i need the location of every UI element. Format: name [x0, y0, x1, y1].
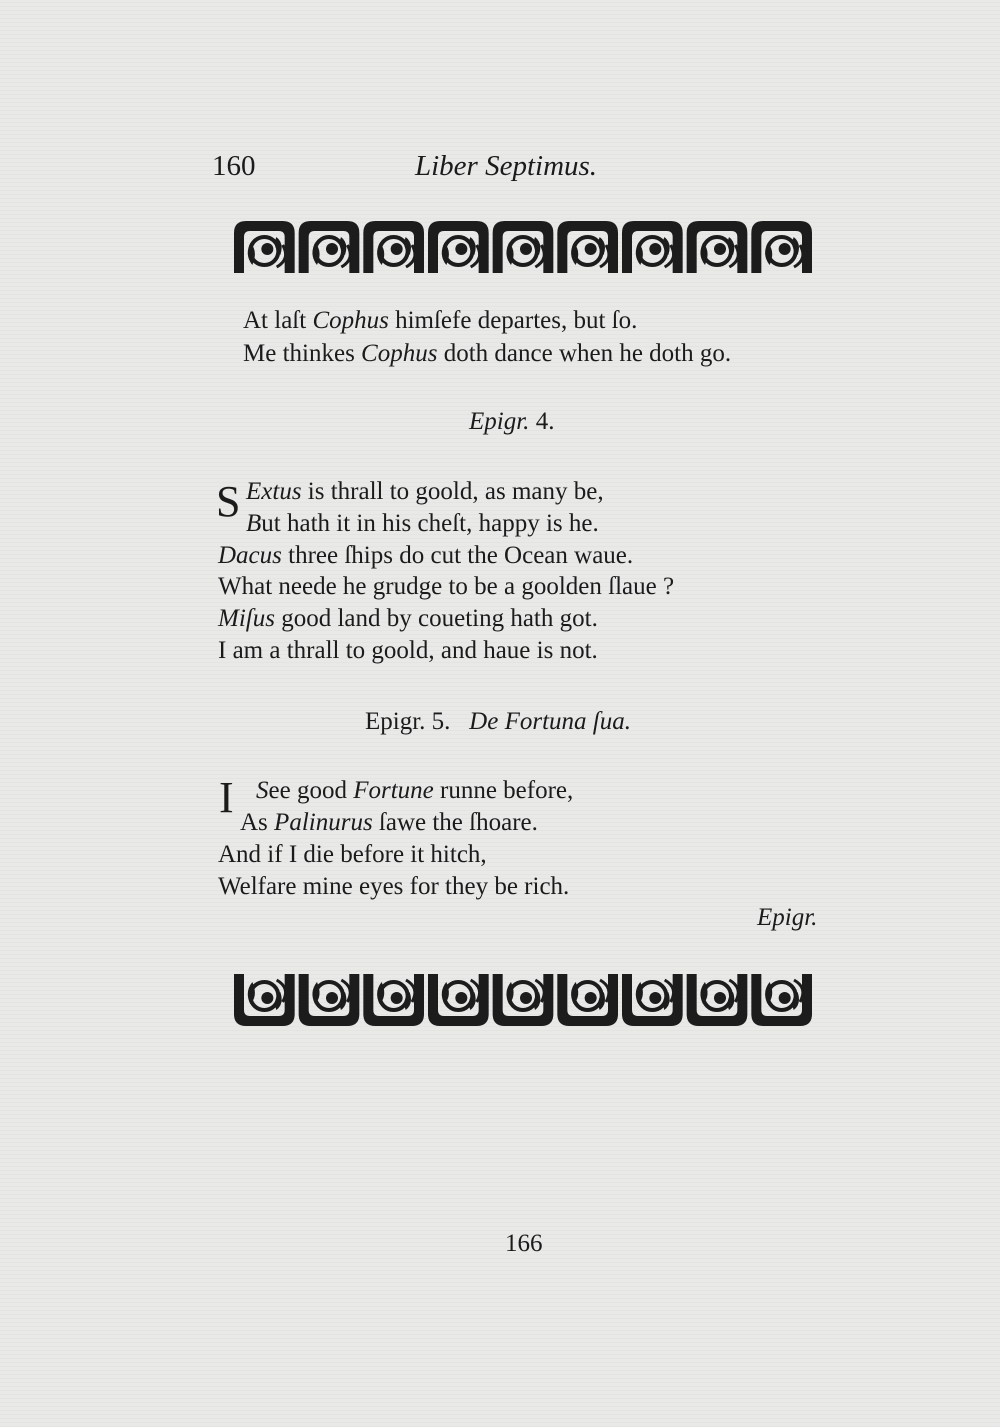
bottom-ornament-band: [232, 972, 814, 1032]
ornament-tile: [557, 221, 618, 273]
ornament-tile: [751, 974, 812, 1026]
epigram-4-line-6: I am a thrall to goold, and haue is not.: [218, 637, 598, 664]
epigram-5-line-2: As Palinurus ſawe the ſhoare.: [240, 809, 538, 836]
epigram-5-line-1: See good Fortune runne before,: [256, 777, 574, 804]
epigram-4-line-4: What neede he grudge to be a goolden ſlaue ?: [218, 573, 675, 600]
ornament-tile: [428, 221, 489, 273]
epigram-5-line-3: And if I die before it hitch,: [218, 841, 487, 868]
ornament-tile: [363, 974, 424, 1026]
epigram-4-line-1: Extus is thrall to goold, as many be,: [246, 478, 604, 505]
running-title: Liber Septimus.: [415, 150, 598, 182]
top-ornament-band: [232, 215, 814, 275]
ornament-tile: [428, 974, 489, 1026]
ornament-tile: [299, 974, 360, 1026]
ornament-tile: [557, 974, 618, 1026]
ornament-tile: [687, 974, 748, 1026]
epigram-4-heading: Epigr. 4.: [469, 408, 555, 435]
epigram-4-line-5: Miſus good land by coueting hath got.: [218, 605, 598, 632]
epigram-4-line-2: But hath it in his cheſt, happy is he.: [246, 510, 599, 537]
epigram-4-line-3: Dacus three ſhips do cut the Ocean waue.: [218, 542, 634, 569]
ornament-tile: [493, 974, 554, 1026]
footer-page-number: 166: [505, 1230, 543, 1257]
ornament-tile: [622, 221, 683, 273]
ornament-tile: [234, 221, 295, 273]
continuation-line-1: At laſt Cophus himſefe departes, but ſo.: [243, 307, 638, 334]
epigram-5-dropcap: I: [219, 773, 234, 822]
epigram-4-dropcap: S: [216, 477, 241, 526]
catchword: Epigr.: [757, 904, 818, 931]
ornament-tile: [363, 221, 424, 273]
ornament-tile: [622, 974, 683, 1026]
ornament-tile: [234, 974, 295, 1026]
continuation-line-2: Me thinkes Cophus doth dance when he doth go.: [243, 340, 732, 367]
ornament-tile: [299, 221, 360, 273]
running-page-number: 160: [212, 150, 256, 182]
epigram-5-heading: Epigr. 5. De Fortuna ſua.: [365, 708, 631, 735]
ornament-tile: [687, 221, 748, 273]
ornament-tile: [751, 221, 812, 273]
epigram-5-line-4: Welfare mine eyes for they be rich.: [218, 873, 570, 900]
ornament-tile: [493, 221, 554, 273]
